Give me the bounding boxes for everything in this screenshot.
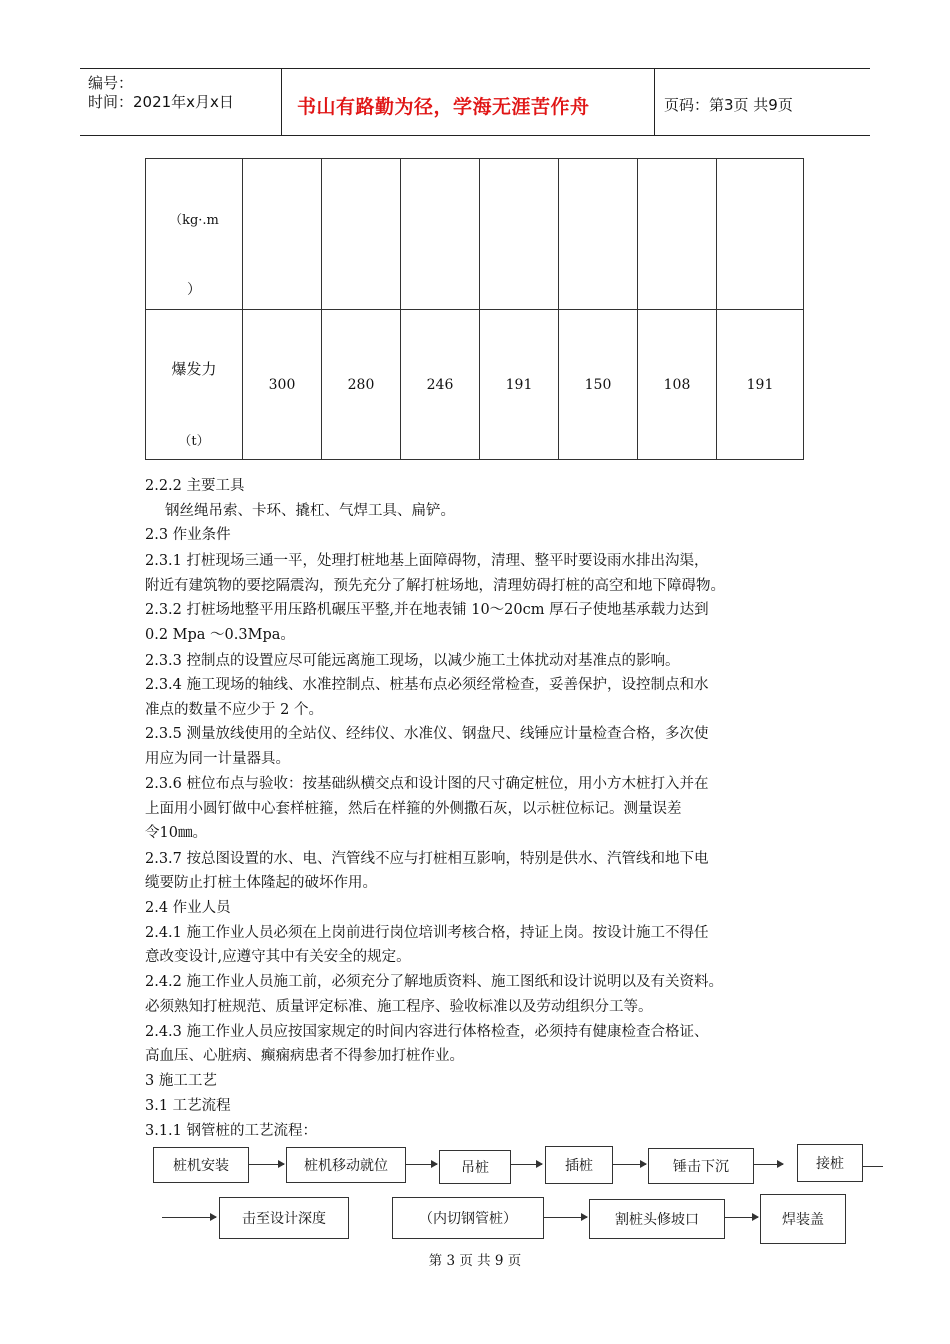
flow-arrow xyxy=(612,1164,646,1165)
page-footer: 第 3 页 共 9 页 xyxy=(428,1253,522,1269)
table-row xyxy=(146,159,804,310)
torque-unit-close: ） xyxy=(187,282,201,298)
table-cell xyxy=(322,159,401,310)
paragraph-line: 高血压、心脏病、癫痫病患者不得参加打桩作业。 xyxy=(145,1048,464,1064)
paragraph-line: 2.3.2 打桩场地整平用压路机碾压平整,并在地表铺 10～20cm 厚石子使地基承载力达到 xyxy=(145,602,709,618)
paragraph-line: 2.4.1 施工作业人员必须在上岗前进行岗位培训考核合格，持证上岗。按设计施工不得任 xyxy=(145,925,709,941)
table-value-cell: 191 xyxy=(480,310,559,460)
paragraph-line: 用应为同一计量器具。 xyxy=(145,751,290,767)
header-divider-right xyxy=(654,68,655,136)
flow-arrow xyxy=(405,1164,437,1165)
flow-step: 吊桩 xyxy=(439,1150,511,1184)
table-cell xyxy=(480,159,559,310)
header-divider-left xyxy=(281,68,282,136)
section-heading: 3.1.1 钢管桩的工艺流程： xyxy=(145,1123,318,1139)
paragraph-line: 2.3.4 施工现场的轴线、水准控制点、桩基布点必须经常检查，妥善保护，设控制点和水 xyxy=(145,677,709,693)
flow-step: （内切钢管桩） xyxy=(392,1197,544,1239)
paragraph-line: 0.2 Mpa ～0.3Mpa。 xyxy=(145,627,295,643)
header-motto: 书山有路勤为径，学海无涯苦作舟 xyxy=(297,96,590,118)
paragraph-line: 必须熟知打桩规范、质量评定标准、施工程序、验收标准以及劳动组织分工等。 xyxy=(145,999,653,1015)
table-cell xyxy=(243,159,322,310)
flow-step: 割桩头修坡口 xyxy=(589,1199,725,1239)
flow-arrow xyxy=(248,1164,284,1165)
flow-arrow xyxy=(724,1217,758,1218)
paragraph-line: 准点的数量不应少于 2 个。 xyxy=(145,702,323,718)
table-value-cell: 108 xyxy=(638,310,717,460)
table-label-cell xyxy=(146,159,243,310)
paragraph-line: 2.3.6 桩位布点与验收：按基础纵横交点和设计图的尺寸确定桩位，用小方木桩打入并在 xyxy=(145,776,709,792)
doc-time-label: 时间：2021年x月x日 xyxy=(88,93,234,111)
doc-number-label: 编号： xyxy=(88,74,134,92)
paragraph-line: 钢丝绳吊索、卡环、撬杠、气焊工具、扁铲。 xyxy=(165,503,455,519)
force-unit-label: （t） xyxy=(178,434,210,449)
force-label: 爆发力 xyxy=(171,360,217,378)
header-top-rule xyxy=(80,68,870,69)
paragraph-line: 2.3.1 打桩现场三通一平，处理打桩地基上面障碍物，清理、整平时要设雨水排出沟渠， xyxy=(145,553,709,569)
table-value-cell: 246 xyxy=(401,310,480,460)
table-cell xyxy=(638,159,717,310)
section-heading: 2.3 作业条件 xyxy=(145,527,231,543)
table-label-cell xyxy=(146,310,243,460)
paragraph-line: 上面用小圆钉做中心套样桩箍，然后在样箍的外侧撒石灰，以示桩位标记。测量误差 xyxy=(145,801,682,817)
flow-arrow xyxy=(753,1164,783,1165)
table-cell xyxy=(717,159,804,310)
paragraph-line: 2.3.5 测量放线使用的全站仪、经纬仪、水准仪、钢盘尺、线锤应计量检查合格，多次使 xyxy=(145,726,709,742)
table-value-cell: 280 xyxy=(322,310,401,460)
flow-arrow xyxy=(510,1164,542,1165)
paragraph-line: 缆要防止打桩土体隆起的破坏作用。 xyxy=(145,875,377,891)
table-cell xyxy=(401,159,480,310)
paragraph-line: 2.4.3 施工作业人员应按国家规定的时间内容进行体格检查，必须持有健康检查合格证、 xyxy=(145,1024,709,1040)
section-heading: 2.4 作业人员 xyxy=(145,900,231,916)
paragraph-line: 意改变设计,应遵守其中有关安全的规定。 xyxy=(145,949,411,965)
flow-step: 桩机安装 xyxy=(153,1147,249,1183)
table-row xyxy=(146,310,804,460)
spec-table xyxy=(145,158,804,460)
paragraph-line: 2.3.7 按总图设置的水、电、汽管线不应与打桩相互影响，特别是供水、汽管线和地下电 xyxy=(145,851,709,867)
flow-step: 接桩 xyxy=(797,1144,863,1182)
flow-arrow xyxy=(162,1217,216,1218)
paragraph-line: 2.3.3 控制点的设置应尽可能远离施工现场，以减少施工土体扰动对基准点的影响。 xyxy=(145,653,680,669)
flow-step: 焊装盖 xyxy=(760,1194,846,1244)
section-heading: 3.1 工艺流程 xyxy=(145,1098,231,1114)
flow-step: 击至设计深度 xyxy=(219,1197,349,1239)
paragraph-line: 2.4.2 施工作业人员施工前，必须充分了解地质资料、施工图纸和设计说明以及有关资料。 xyxy=(145,974,723,990)
flow-step: 桩机移动就位 xyxy=(286,1147,406,1183)
flow-arrow xyxy=(543,1217,587,1218)
table-value-cell: 191 xyxy=(717,310,804,460)
flow-step: 锤击下沉 xyxy=(648,1148,754,1184)
header-page-label: 页码：第3页 共9页 xyxy=(664,96,793,114)
flow-step: 插桩 xyxy=(545,1146,613,1184)
paragraph-line: 令10㎜。 xyxy=(145,825,207,841)
table-value-cell: 300 xyxy=(243,310,322,460)
paragraph-line: 附近有建筑物的要挖隔震沟，预先充分了解打桩场地，清理妨碍打桩的高空和地下障碍物。 xyxy=(145,578,725,594)
header-bottom-rule xyxy=(80,135,870,136)
section-heading: 3 施工工艺 xyxy=(145,1073,217,1089)
section-heading: 2.2.2 主要工具 xyxy=(145,478,245,494)
table-value-cell: 150 xyxy=(559,310,638,460)
flow-connector xyxy=(863,1166,883,1167)
torque-unit-label: （kg·.m xyxy=(169,213,219,228)
table-cell xyxy=(559,159,638,310)
